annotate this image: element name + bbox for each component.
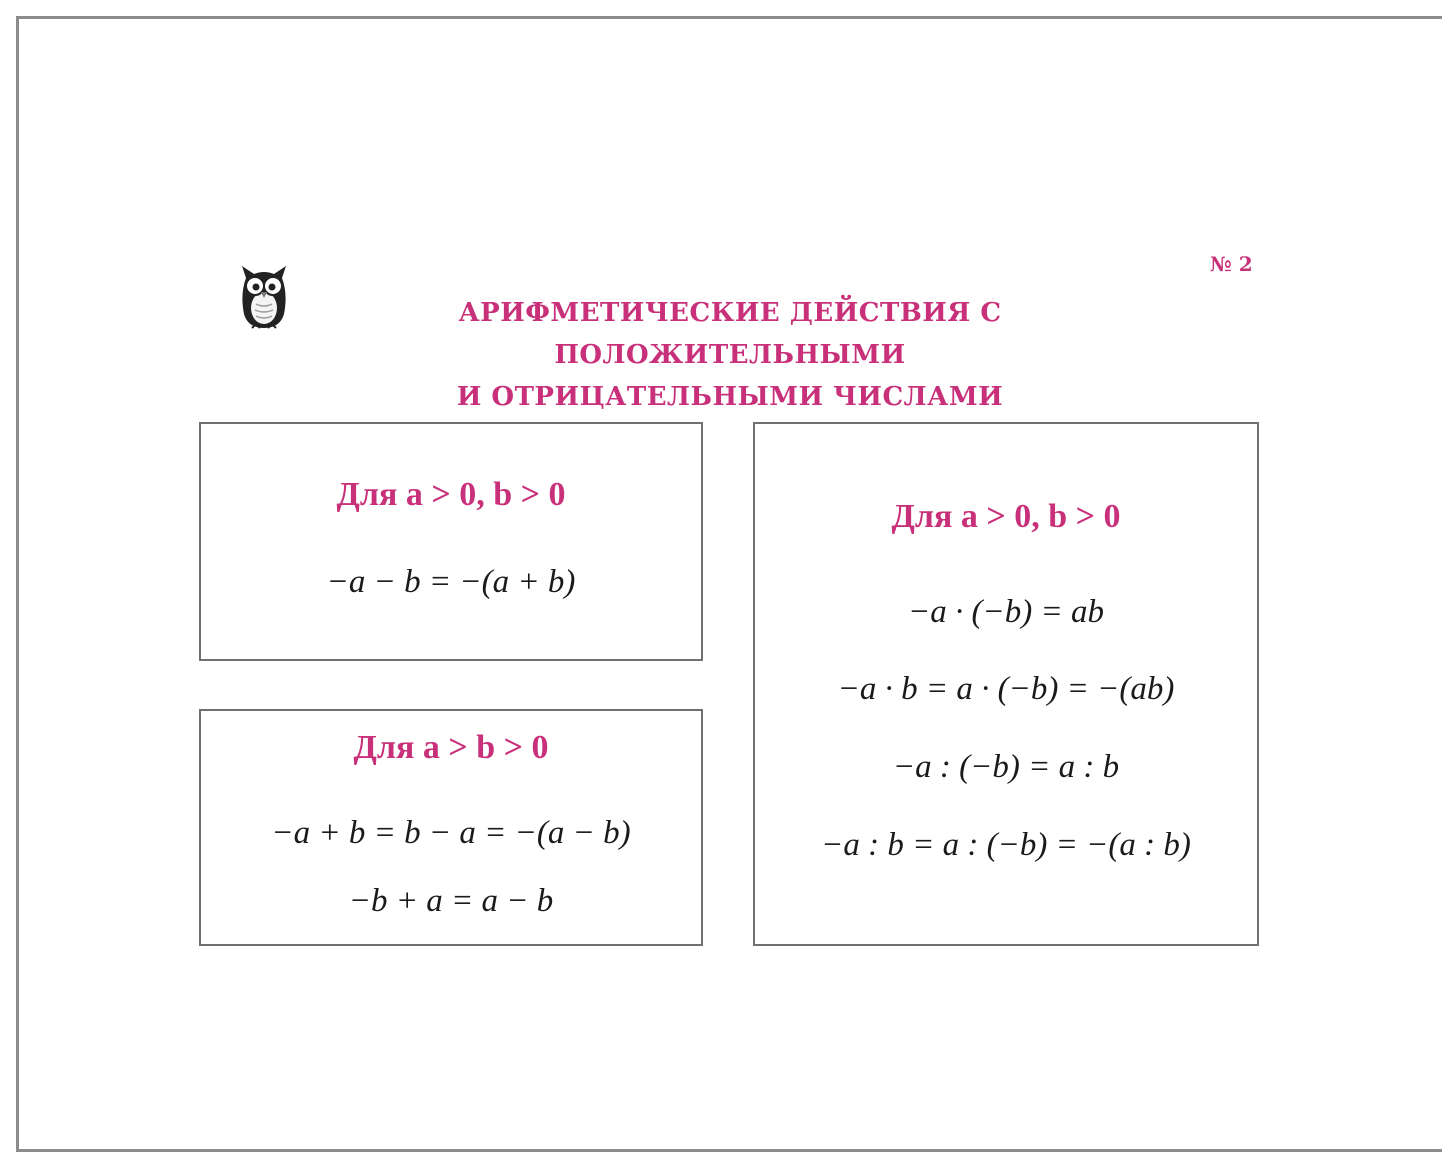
title-line-2: И ОТРИЦАТЕЛЬНЫМИ ЧИСЛАМИ (456, 382, 1004, 412)
title-line-1: АРИФМЕТИЧЕСКИЕ ДЕЙСТВИЯ С ПОЛОЖИТЕЛЬНЫМИ (458, 298, 1002, 370)
page-title (290, 292, 1170, 418)
box-3-formula-2: −a · b = a · (−b) = −(ab) (837, 671, 1175, 707)
box-2-formula-1: −a + b = b − a = −(a − b) (271, 815, 631, 851)
box-1-condition: Для a > 0, b > 0 (336, 476, 566, 513)
box-3-formula-1: −a · (−b) = ab (907, 594, 1105, 630)
box-2-condition: Для a > b > 0 (353, 729, 549, 766)
rule-box-subtraction (199, 422, 703, 661)
owl-icon (236, 264, 292, 332)
box-3-condition: Для a > 0, b > 0 (891, 498, 1121, 535)
box-3-formula-4: −a : b = a : (−b) = −(a : b) (821, 827, 1191, 863)
box-3-formula-3: −a : (−b) = a : b (892, 749, 1120, 785)
rule-box-multiplication-division (753, 422, 1259, 946)
sheet-number: № 2 (1210, 252, 1253, 276)
box-1-formula-1: −a − b = −(a + b) (326, 564, 576, 600)
rule-box-addition (199, 709, 703, 946)
box-2-formula-2: −b + a = a − b (348, 883, 554, 919)
